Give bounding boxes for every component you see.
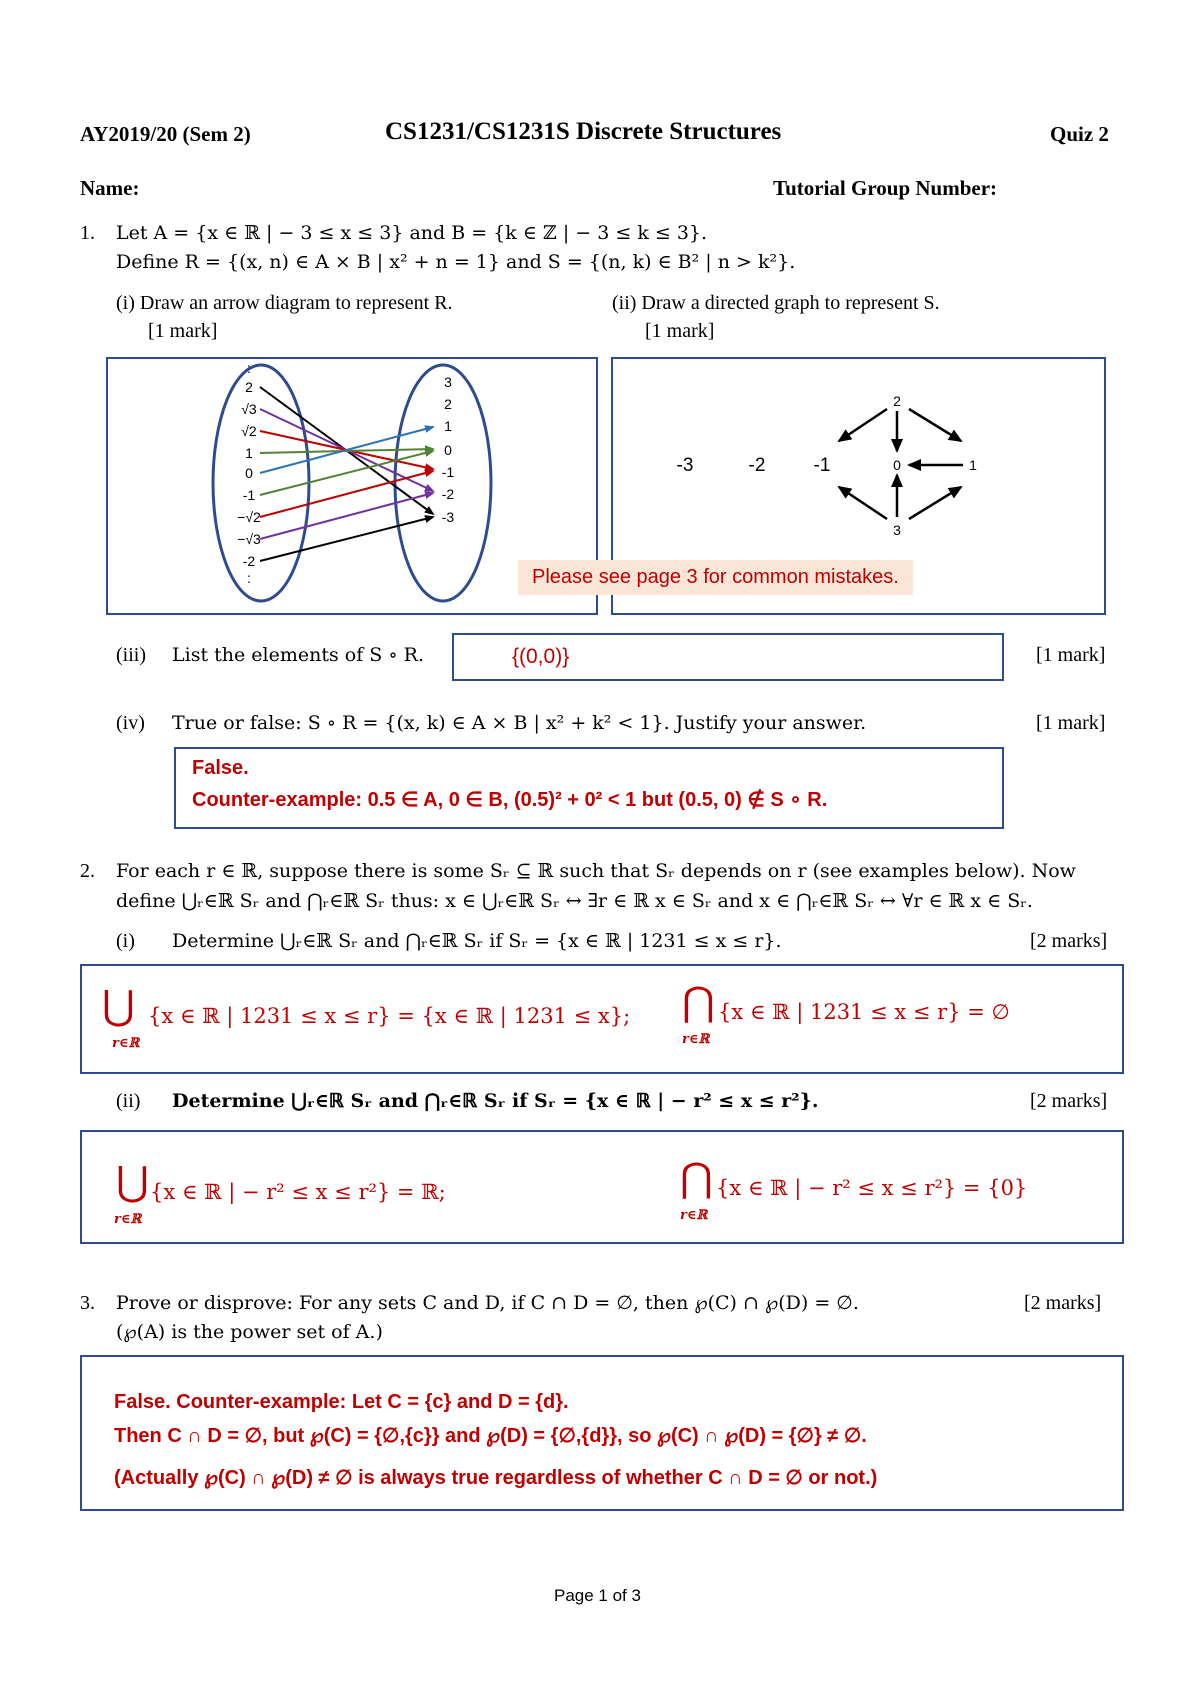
q2-part-ii-num: (ii) <box>116 1090 141 1112</box>
left-label: -2 <box>242 553 256 569</box>
node-2: 2 <box>893 393 901 409</box>
q3-marks: [2 marks] <box>1024 1292 1102 1314</box>
right-label: -1 <box>441 464 455 480</box>
left-label: -1 <box>242 487 256 503</box>
q2-part-i-marks: [2 marks] <box>1030 930 1108 952</box>
semester-label: AY2019/20 (Sem 2) <box>80 122 251 146</box>
q1-number: 1. <box>80 222 95 244</box>
q2-part-ii-marks: [2 marks] <box>1030 1090 1108 1112</box>
left-label: √3 <box>241 401 257 417</box>
q2-part-ii-answer-box <box>80 1130 1124 1244</box>
node-neg1: -1 <box>813 455 831 476</box>
q1-part-i: (i) Draw an arrow diagram to represent R. <box>116 292 453 314</box>
union-symbol: ⋃ <box>116 1159 149 1205</box>
intersection-index: r∈ℝ <box>680 1208 708 1223</box>
q1-part-iv-marks: [1 mark] <box>1036 712 1106 734</box>
q2-line2: define ⋃ᵣ∈ℝ Sᵣ and ⋂ᵣ∈ℝ Sᵣ thus: x ∈ ⋃ᵣ∈ℝ Sᵣ ↔ ∃r ∈ ℝ x ∈ Sᵣ and x ∈ ⋂ᵣ∈ℝ Sᵣ ↔ ∀r ∈ ℝ x ∈ Sᵣ. <box>116 890 1033 912</box>
name-label: Name: <box>80 176 140 200</box>
q1-part-ii-marks: [1 mark] <box>645 320 715 342</box>
right-label: 2 <box>444 396 452 412</box>
node-1: 1 <box>969 457 977 473</box>
right-label: 3 <box>444 374 452 390</box>
q3-line1: Prove or disprove: For any sets C and D, if C ∩ D = ∅, then ℘(C) ∩ ℘(D) = ∅. <box>116 1292 859 1314</box>
left-label: −√3 <box>237 531 261 547</box>
q2-part-ii: Determine ⋃ᵣ∈ℝ Sᵣ and ⋂ᵣ∈ℝ Sᵣ if Sᵣ = {x ∈ ℝ | − r² ≤ x ≤ r²}. <box>172 1090 819 1112</box>
course-title: CS1231/CS1231S Discrete Structures <box>385 118 782 145</box>
codomain-ellipse <box>395 365 491 601</box>
node-neg3: -3 <box>676 455 694 476</box>
q1-part-iv-num: (iv) <box>116 712 145 734</box>
union-symbol: ⋃ <box>102 983 135 1029</box>
right-label: -3 <box>441 509 455 525</box>
q1-part-iv-answer-verdict: False. <box>192 757 249 779</box>
q2-part-ii-union: {x ∈ ℝ | − r² ≤ x ≤ r²} = ℝ; <box>150 1180 446 1204</box>
q1-line2: Define R = {(x, n) ∈ A × B | x² + n = 1} and S = {(n, k) ∈ B² | n > k²}. <box>116 251 796 273</box>
union-index: r∈ℝ <box>114 1212 142 1227</box>
q3-answer-line2: Then C ∩ D = ∅, but ℘(C) = {∅,{c}} and ℘(D) = {∅,{d}}, so ℘(C) ∩ ℘(D) = {∅} ≠ ∅. <box>114 1425 867 1447</box>
q1-part-iv: True or false: S ∘ R = {(x, k) ∈ A × B | x² + k² < 1}. Justify your answer. <box>172 712 867 734</box>
union-index: r∈ℝ <box>112 1036 140 1051</box>
arrow-neg2-to-neg3 <box>260 517 433 561</box>
right-label: 0 <box>444 442 452 458</box>
edge-3-to-1 <box>909 487 961 519</box>
q2-part-i-intersection: {x ∈ ℝ | 1231 ≤ x ≤ r} = ∅ <box>718 1000 1010 1024</box>
right-label: 1 <box>444 418 452 434</box>
q3-answer-line3: (Actually ℘(C) ∩ ℘(D) ≠ ∅ is always true regardless of whether C ∩ D = ∅ or not.) <box>114 1467 878 1489</box>
intersection-index: r∈ℝ <box>682 1032 710 1047</box>
left-label: 0 <box>245 465 253 481</box>
q1-part-iii-answer-box <box>452 633 1004 681</box>
q2-line1: For each r ∈ ℝ, suppose there is some Sᵣ ⊆ ℝ such that Sᵣ depends on r (see examples below). Now <box>116 860 1076 882</box>
q1-part-iii-marks: [1 mark] <box>1036 644 1106 666</box>
q2-part-i: Determine ⋃ᵣ∈ℝ Sᵣ and ⋂ᵣ∈ℝ Sᵣ if Sᵣ = {x ∈ ℝ | 1231 ≤ x ≤ r}. <box>172 930 782 952</box>
q2-part-i-answer-box <box>80 964 1124 1074</box>
node-3: 3 <box>893 522 901 538</box>
q3-number: 3. <box>80 1292 95 1314</box>
q2-part-ii-intersection: {x ∈ ℝ | − r² ≤ x ≤ r²} = {0} <box>716 1176 1028 1200</box>
tutorial-group-label: Tutorial Group Number: <box>773 176 998 200</box>
left-label: 1 <box>245 445 253 461</box>
edge-3-to-neg1 <box>839 487 887 519</box>
node-neg2: -2 <box>748 455 766 476</box>
arrow-neg1-to-0 <box>260 451 433 495</box>
q3-answer-box <box>80 1355 1124 1511</box>
intersection-symbol: ⋂ <box>680 1155 713 1201</box>
left-label: 2 <box>245 379 253 395</box>
q1-part-iii: List the elements of S ∘ R. <box>172 644 425 666</box>
left-label: : <box>247 360 251 376</box>
common-mistakes-note: Please see page 3 for common mistakes. <box>518 560 913 595</box>
q1-part-iii-answer: {(0,0)} <box>512 645 570 668</box>
q2-number: 2. <box>80 860 95 882</box>
right-label: -2 <box>441 486 455 502</box>
edge-2-to-neg1 <box>839 409 887 441</box>
q3-answer-line1: False. Counter-example: Let C = {c} and D = {d}. <box>114 1391 569 1413</box>
q3-line2: (℘(A) is the power set of A.) <box>116 1321 383 1343</box>
q1-part-iii-num: (iii) <box>116 644 146 666</box>
node-0: 0 <box>893 457 901 473</box>
left-label: −√2 <box>237 509 261 525</box>
q1-part-iv-answer-box <box>174 747 1004 829</box>
q1-line1: Let A = {x ∈ ℝ | − 3 ≤ x ≤ 3} and B = {k ∈ ℤ | − 3 ≤ k ≤ 3}. <box>116 222 708 244</box>
intersection-symbol: ⋂ <box>682 979 715 1025</box>
q1-part-i-marks: [1 mark] <box>148 320 218 342</box>
q2-part-i-num: (i) <box>116 930 135 952</box>
page-number: Page 1 of 3 <box>554 1586 641 1605</box>
q1-part-iv-answer-counterexample: Counter-example: 0.5 ∈ A, 0 ∈ B, (0.5)² + 0² < 1 but (0.5, 0) ∉ S ∘ R. <box>192 789 828 811</box>
q1-part-ii: (ii) Draw a directed graph to represent S. <box>612 292 940 314</box>
edge-2-to-1 <box>909 409 961 441</box>
quiz-label: Quiz 2 <box>1050 122 1109 146</box>
left-label: : <box>247 570 251 586</box>
arrow-negsqrt3-to-neg2 <box>260 493 433 539</box>
q2-part-i-union: {x ∈ ℝ | 1231 ≤ x ≤ r} = {x ∈ ℝ | 1231 ≤ x}; <box>148 1004 631 1028</box>
left-label: √2 <box>241 423 257 439</box>
domain-ellipse <box>213 365 309 601</box>
